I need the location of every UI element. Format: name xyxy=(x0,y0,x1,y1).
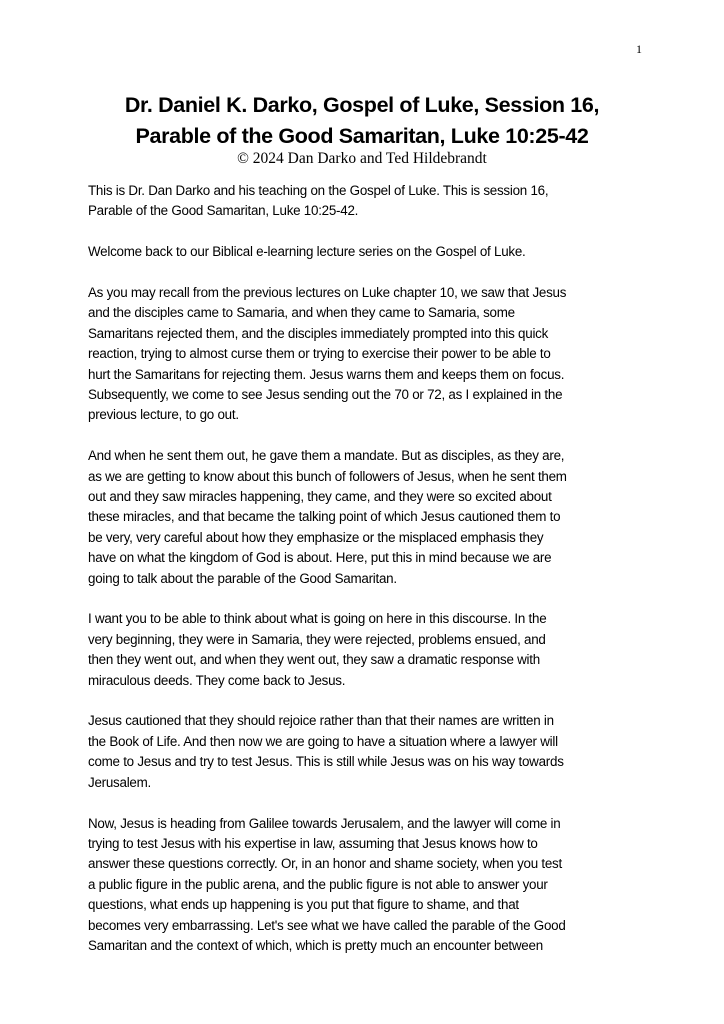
text-line: very beginning, they were in Samaria, they were rejected, problems ensued, and xyxy=(88,631,546,647)
page-title xyxy=(88,90,636,152)
title-line-1: Dr. Daniel K. Darko, Gospel of Luke, Session 16, xyxy=(124,93,600,117)
text-line: out and they saw miracles happening, they came, and they were so excited about xyxy=(88,489,552,505)
title-line-2: Parable of the Good Samaritan, Luke 10:25-42 xyxy=(135,124,589,148)
text-line: these miracles, and that became the talking point of which Jesus cautioned them to xyxy=(88,509,561,525)
text-line: trying to test Jesus with his expertise in law, assuming that Jesus knows how to xyxy=(88,835,538,851)
paragraph xyxy=(88,711,648,793)
copyright-notice: © 2024 Dan Darko and Ted Hildebrandt xyxy=(237,150,487,167)
paragraph xyxy=(88,283,648,426)
text-line: I want you to be able to think about what is going on here in this discourse. In the xyxy=(88,611,547,627)
text-line: as we are getting to know about this bunch of followers of Jesus, when he sent them xyxy=(88,468,567,484)
text-line: questions, what ends up happening is you put that figure to shame, and that xyxy=(88,897,519,913)
paragraph xyxy=(88,814,648,957)
text-line: the Book of Life. And then now we are going to have a situation where a lawyer will xyxy=(88,733,558,749)
text-line: Subsequently, we come to see Jesus sending out the 70 or 72, as I explained in the xyxy=(88,387,563,403)
text-line: reaction, trying to almost curse them or trying to exercise their power to be able to xyxy=(88,346,551,362)
paragraph xyxy=(88,181,648,222)
text-line: Samaritan and the context of which, which is pretty much an encounter between xyxy=(88,937,543,953)
document-body xyxy=(88,181,648,977)
text-line: a public figure in the public arena, and the public figure is not able to answer your xyxy=(88,876,548,892)
text-line: Jesus cautioned that they should rejoice rather than that their names are written in xyxy=(88,713,554,729)
text-line: and the disciples came to Samaria, and when they came to Samaria, some xyxy=(88,305,515,321)
text-line: be very, very careful about how they emphasize or the misplaced emphasis they xyxy=(88,529,544,545)
text-line: going to talk about the parable of the Good Samaritan. xyxy=(88,570,397,586)
text-line: Samaritans rejected them, and the disciples immediately prompted into this quick xyxy=(88,325,549,341)
text-line: previous lecture, to go out. xyxy=(88,407,239,423)
text-line: answer these questions correctly. Or, in an honor and shame society, when you test xyxy=(88,856,562,872)
paragraph xyxy=(88,609,648,691)
text-line: This is Dr. Dan Darko and his teaching on the Gospel of Luke. This is session 16, xyxy=(88,183,549,198)
text-line: then they went out, and when they went out, they saw a dramatic response with xyxy=(88,652,540,668)
text-line: miraculous deeds. They come back to Jesus. xyxy=(88,672,346,688)
paragraph xyxy=(88,446,648,589)
text-line: come to Jesus and try to test Jesus. This is still while Jesus was on his way towards xyxy=(88,754,564,770)
text-line: becomes very embarrassing. Let's see what we have called the parable of the Good xyxy=(88,917,566,933)
text-line: As you may recall from the previous lectures on Luke chapter 10, we saw that Jesus xyxy=(88,285,567,300)
text-line: Jerusalem. xyxy=(88,774,151,790)
page-number: 1 xyxy=(636,42,642,56)
text-line: have on what the kingdom of God is about. Here, put this in mind because we are xyxy=(88,550,552,566)
text-line: hurt the Samaritans for rejecting them. Jesus warns them and keeps them on focus. xyxy=(88,366,565,382)
paragraph xyxy=(88,242,648,262)
text-line: Now, Jesus is heading from Galilee towards Jerusalem, and the lawyer will come in xyxy=(88,815,561,831)
text-line: And when he sent them out, he gave them a mandate. But as disciples, as they are, xyxy=(88,448,565,464)
text-line: Parable of the Good Samaritan, Luke 10:25-42. xyxy=(88,203,359,219)
text-line: Welcome back to our Biblical e-learning lecture series on the Gospel of Luke. xyxy=(88,244,526,260)
